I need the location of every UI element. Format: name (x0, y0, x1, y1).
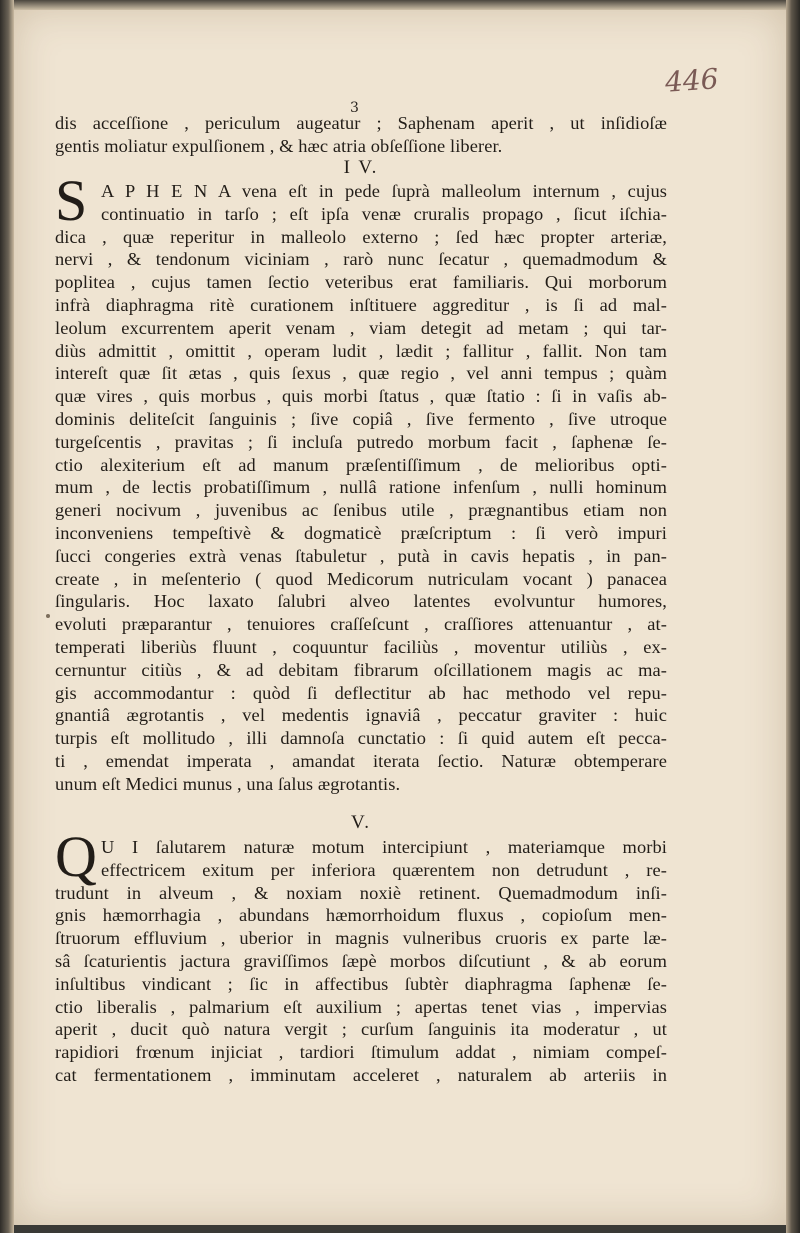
text-line: turgeſcentis , pravitas ; ſi incluſa putredo morbum facit , ſaphenæ ſe- (55, 431, 667, 452)
text-line: trudunt in alveum , & noxiam noxiè retinent. Quemadmodum inſi- (55, 882, 667, 903)
section-v-paragraph (55, 836, 667, 1087)
text-line: diùs admittit , omittit , operam ludit , lædit ; fallitur , fallit. Non tam (55, 340, 667, 361)
text-line: ſtruorum effluvium , uberior in magnis vulneribus cruoris ex parte læ- (55, 928, 667, 949)
book-binding-left (0, 0, 14, 1233)
text-line: ctio liberalis , palmarium eſt auxilium ; apertas tenet vias , impervias (55, 996, 667, 1017)
text-line: nervi , & tendonum viciniam , rarò nunc ſecatur , quemadmodum & (55, 249, 667, 270)
section-heading-v: V. (350, 812, 372, 833)
text-line: leolum excurrentem aperit venam , viam detegit ad metam ; qui tar- (55, 317, 667, 338)
text-line: create , in meſenterio ( quod Medicorum nutriculam vocant ) panacea (55, 568, 667, 589)
text-line: gis accommodantur : quòd ſi deflectitur ab hac methodo vel repu- (55, 682, 667, 703)
text-line: A P H E N A vena eſt in pede ſuprà malleolum internum , cujus (101, 181, 667, 201)
text-line: infrà diaphragma ritè curationem inſtituere aggreditur , is ſi ad mal- (55, 294, 667, 315)
signature-mark: 3 (350, 100, 359, 116)
text-line: gnis hæmorrhagia , abundans hæmorrhoidum fluxus , copioſum men- (55, 905, 667, 926)
text-line: gentis moliatur expulſionem , & hæc atria obſeſſione liberer. (55, 135, 503, 156)
page-number: 446 (663, 62, 720, 99)
text-line: dica , quæ reperitur in malleolo externo ; ſed hæc propter arteriæ, (55, 226, 667, 247)
text-line: mum , de lectis probatiſſimum , nullâ ratione infenſum , nulli hominum (55, 477, 667, 498)
text-line: rapidiori frœnum injiciat , tardiori ſtimulum addat , nimiam compeſ- (55, 1042, 667, 1063)
text-line: continuatio in tarſo ; eſt ipſa venæ cruralis propago , ſicut iſchia- (101, 203, 667, 224)
text-line: sâ ſcaturientis jactura graviſſimos ſæpè morbos diſcutiunt , & ab eorum (55, 950, 667, 971)
margin-mark (46, 614, 50, 618)
text-line: generi nocivum , juvenibus ac ſenibus utile , prægnantibus etiam non (55, 500, 667, 521)
text-line: aperit , ducit quò natura vergit ; curſum ſanguinis ita moderatur , ut (55, 1019, 667, 1040)
book-binding-right (786, 0, 800, 1233)
text-line: quæ vires , quis morbus , quis morbi ſtatus , quæ ſtatio : ſi in vaſis ab- (55, 386, 667, 407)
text-line: intereſt quæ ſit ætas , quis ſexus , quæ regio , vel anni tempus ; quàm (55, 363, 667, 384)
text-line: ſucci congeries extrà venas ſtabuletur , putà in cavis hepatis , in pan- (55, 545, 667, 566)
text-line: dis acceſſione , periculum augeatur ; Saphenam aperit , ut inſidioſæ (55, 113, 667, 133)
text-line: cernuntur citiùs , & ad debitam fibrarum oſcillationem magis ac ma- (55, 659, 667, 680)
text-line: ti , emendat imperata , amandat iterata ſectio. Naturæ obtemperare (55, 750, 667, 771)
text-line: cat fermentationem , imminutam acceleret , naturalem ab arteriis in (55, 1064, 667, 1085)
text-line: poplitea , cujus tamen ſectio veteribus erat familiaris. Qui morborum (55, 272, 667, 293)
drop-cap-q: Q (55, 824, 97, 889)
text-line: unum eſt Medici munus , una ſalus ægrotantis. (55, 773, 401, 794)
text-line: temperati liberiùs fluunt , coquuntur faciliùs , moventur utiliùs , ex- (55, 636, 667, 657)
text-line: inſultibus vindicant ; ſic in affectibus ſubtèr diaphragma ſaphenæ ſe- (55, 973, 667, 994)
text-line: gnantiâ ægrotantis , vel medentis ignaviâ , peccatur graviter : huic (55, 705, 667, 726)
text-line: dominis deliteſcit ſanguinis ; ſive copiâ , ſive fermento , ſive utroque (55, 408, 667, 429)
text-line: ſingularis. Hoc laxato ſalubri alveo latentes evolvuntur humores, (55, 591, 667, 612)
text-line: turpis eſt mollitudo , illi damnoſa cunctatio : ſi quid autem eſt pecca- (55, 728, 667, 749)
text-line: effectricem exitum per inferiora quærentem non detrudunt , re- (101, 859, 667, 880)
text-line: inconveniens tempeſtivè & dogmaticè præſcriptum : ſi verò impuri (55, 522, 667, 543)
section-iv-paragraph (55, 180, 667, 796)
text-line: U I ſalutarem naturæ motum intercipiunt , materiamque morbi (101, 837, 667, 857)
section-heading-iv: I V. (343, 157, 379, 178)
text-line: evoluti præparantur , tenuiores craſſeſcunt , craſſiores attenuantur , at- (55, 614, 667, 635)
intro-paragraph (55, 112, 667, 158)
page-top-edge (14, 0, 786, 10)
drop-cap-s: S (55, 168, 88, 233)
text-line: ctio alexiterium eſt ad manum præſentiſſimum , de melioribus opti- (55, 454, 667, 475)
